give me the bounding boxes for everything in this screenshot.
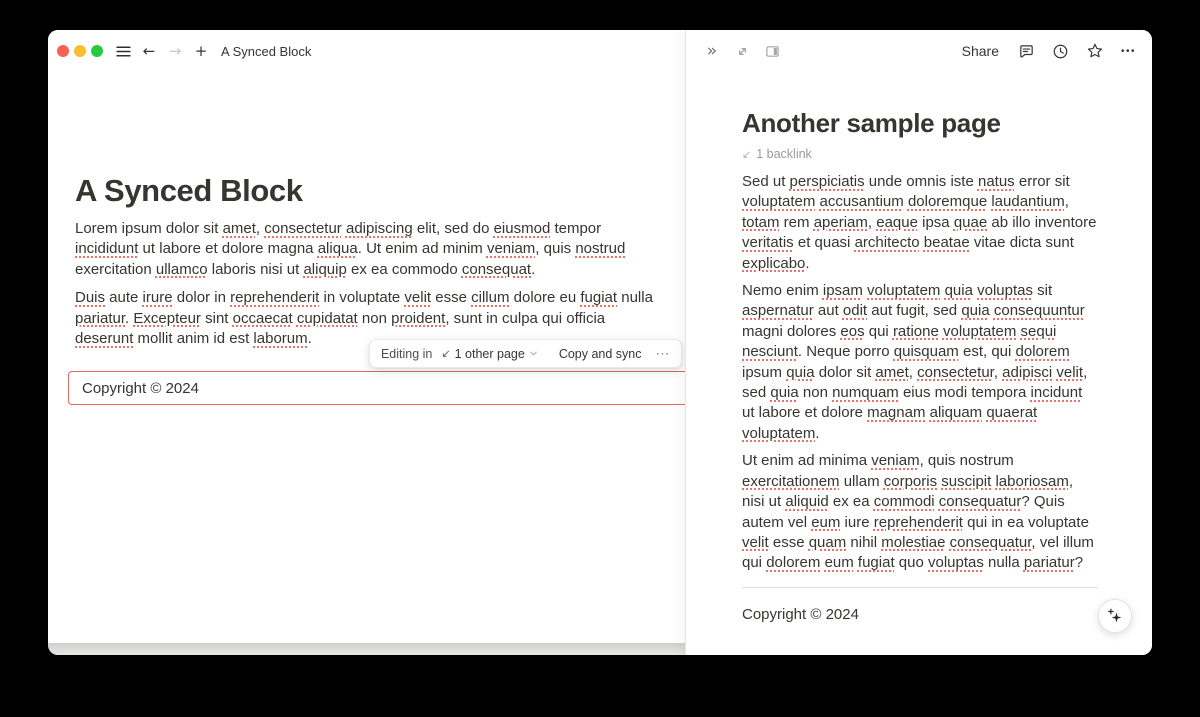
synced-block-mirror-text[interactable]: Copyright © 2024 bbox=[742, 605, 859, 623]
synced-block-more-button[interactable]: ⋯ bbox=[655, 345, 670, 361]
back-button[interactable] bbox=[137, 39, 161, 63]
favorite-button[interactable] bbox=[1086, 42, 1104, 60]
forward-button[interactable] bbox=[163, 39, 187, 63]
titlebar-right bbox=[686, 30, 1152, 72]
synced-block-text[interactable]: Copyright © 2024 bbox=[82, 379, 199, 397]
zoom-window-button[interactable] bbox=[91, 45, 103, 57]
diagonal-expand-icon bbox=[735, 44, 750, 59]
paragraph[interactable]: Sed ut perspiciatis unde omnis iste natus error sit voluptatem accusantium doloremque laudantium, totam rem aperiam, eaque ipsa quae ab illo inventore veritatis et quasi architecto beatae vitae dicta sunt explicabo. bbox=[742, 173, 1097, 272]
synced-block-toolbar bbox=[369, 339, 682, 368]
notion-window bbox=[48, 30, 1152, 655]
back-icon: ← bbox=[142, 42, 156, 60]
comment-icon bbox=[1018, 43, 1035, 60]
chevron-down-icon bbox=[529, 349, 538, 358]
paragraph[interactable]: Ut enim ad minima veniam, quis nostrum exercitationem ullam corporis suscipit laboriosam, nisi ut aliquid ex ea commodi consequatur? Quis autem vel eum iure reprehenderit qui in ea voluptate velit esse quam nihil molestiae consequatur, vel illum qui dolorem eum fugiat quo voluptas nulla pariatur? bbox=[742, 452, 1094, 572]
breadcrumb-page-title[interactable]: A Synced Block bbox=[221, 43, 312, 59]
divider bbox=[742, 587, 1098, 588]
ellipsis-icon: ••• bbox=[1120, 45, 1136, 57]
ai-sparkle-icon bbox=[1106, 607, 1124, 625]
paragraph[interactable]: Duis aute irure dolor in reprehenderit in voluptate velit esse cillum dolore eu fugiat nulla pariatur. Excepteur sint occaecat cupidatat non proident, sunt in culpa qui officia deserunt mollit anim id est laborum. bbox=[75, 289, 653, 348]
star-icon bbox=[1086, 42, 1104, 60]
side-peek-panel-icon bbox=[765, 44, 780, 59]
close-side-peek-button[interactable] bbox=[703, 40, 721, 62]
window-bottom-shadow bbox=[48, 643, 685, 655]
close-window-button[interactable] bbox=[57, 45, 69, 57]
new-page-button[interactable] bbox=[189, 39, 213, 63]
sidebar-menu-button[interactable] bbox=[111, 39, 135, 63]
backlinks-button[interactable] bbox=[742, 146, 812, 162]
backlink-arrow-icon: ↙ bbox=[441, 347, 451, 360]
titlebar-left bbox=[48, 30, 685, 72]
editing-in-label: Editing in bbox=[380, 346, 433, 361]
minimize-window-button[interactable] bbox=[74, 45, 86, 57]
side-peek-layout-button[interactable] bbox=[763, 40, 781, 62]
paragraph[interactable]: Nemo enim ipsam voluptatem quia voluptas sit aspernatur aut odit aut fugit, sed quia consequuntur magni dolores eos qui ratione voluptatem sequi nesciunt. Neque porro quisquam est, qui dolorem ipsum quia dolor sit amet, consectetur, adipisci velit, sed quia non numquam eius modi tempora incidunt ut labore et dolore magnam aliquam quaerat voluptatem. bbox=[742, 282, 1088, 442]
page-title[interactable]: A Synced Block bbox=[75, 173, 303, 208]
copy-and-sync-button[interactable]: Copy and sync bbox=[555, 345, 646, 363]
side-peek-pane bbox=[685, 30, 1152, 655]
clock-icon bbox=[1052, 43, 1069, 60]
plus-icon: + bbox=[194, 42, 208, 60]
paragraph[interactable]: Lorem ipsum dolor sit amet, consectetur adipiscing elit, sed do eiusmod tempor incididunt ut labore et dolore magna aliqua. Ut enim ad minim veniam, quis nostrud exercitation ullamco laboris nisi ut aliquip ex ea commodo consequat. bbox=[75, 220, 626, 278]
share-button[interactable]: Share bbox=[961, 43, 999, 59]
side-peek-controls bbox=[703, 40, 781, 62]
hamburger-icon bbox=[115, 43, 132, 60]
comments-button[interactable] bbox=[1018, 43, 1035, 60]
page-title[interactable]: Another sample page bbox=[742, 108, 1001, 138]
main-page-pane bbox=[48, 30, 685, 643]
backlink-arrow-icon: ↙ bbox=[742, 147, 752, 161]
notion-ai-button[interactable] bbox=[1098, 599, 1132, 633]
traffic-lights bbox=[57, 45, 103, 57]
other-pages-dropdown[interactable] bbox=[438, 345, 540, 363]
synced-block[interactable] bbox=[68, 371, 685, 405]
expand-page-button[interactable] bbox=[733, 40, 751, 62]
other-pages-label: 1 other page bbox=[454, 346, 525, 361]
double-chevron-right-icon: » bbox=[706, 40, 718, 61]
page-actions bbox=[960, 41, 1136, 61]
forward-icon: → bbox=[168, 42, 182, 60]
page-more-button[interactable] bbox=[1121, 46, 1136, 57]
side-peek-content bbox=[686, 72, 1152, 625]
page-history-button[interactable] bbox=[1052, 43, 1069, 60]
backlink-count-label: 1 backlink bbox=[756, 147, 812, 161]
